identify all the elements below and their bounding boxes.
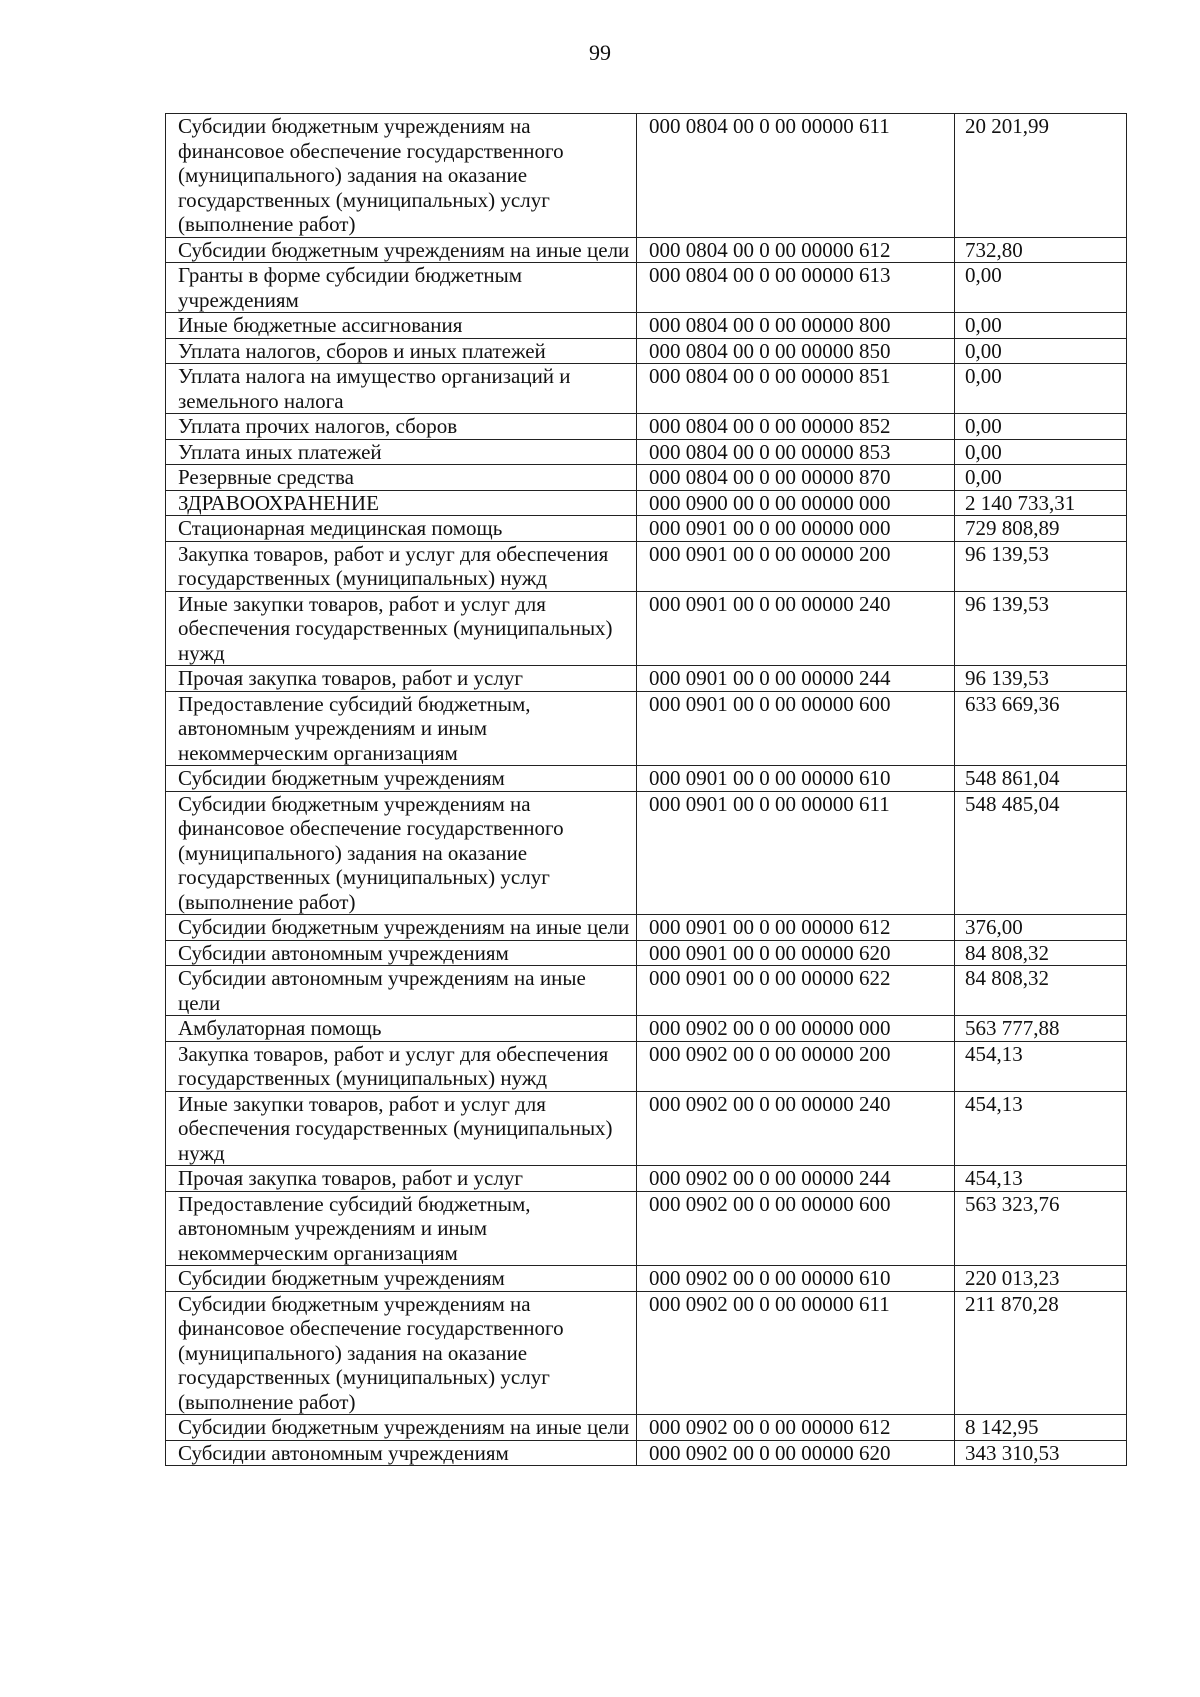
expense-name-cell: ЗДРАВООХРАНЕНИЕ: [166, 490, 637, 516]
expense-name-cell: Прочая закупка товаров, работ и услуг: [166, 666, 637, 692]
expense-name-cell: Гранты в форме субсидии бюджетным учреждениям: [166, 263, 637, 313]
amount-cell: 0,00: [955, 414, 1127, 440]
budget-code-cell: 000 0901 00 0 00 00000 622: [637, 966, 955, 1016]
table-row: [166, 1091, 1127, 1166]
expense-name-cell: Субсидии бюджетным учреждениям на иные цели: [166, 1415, 637, 1441]
amount-cell: 548 485,04: [955, 791, 1127, 915]
table-row: [166, 1166, 1127, 1192]
budget-code-cell: 000 0902 00 0 00 00000 244: [637, 1166, 955, 1192]
budget-code-cell: 000 0902 00 0 00 00000 610: [637, 1266, 955, 1292]
budget-code-cell: 000 0902 00 0 00 00000 240: [637, 1091, 955, 1166]
expense-name-cell: Уплата иных платежей: [166, 439, 637, 465]
budget-code-cell: 000 0804 00 0 00 00000 850: [637, 338, 955, 364]
budget-code-cell: 000 0804 00 0 00 00000 851: [637, 364, 955, 414]
expense-name-cell: Предоставление субсидий бюджетным, автономным учреждениям и иным некоммерческим организациям: [166, 1191, 637, 1266]
amount-cell: 211 870,28: [955, 1291, 1127, 1415]
table-row: [166, 114, 1127, 238]
amount-cell: 2 140 733,31: [955, 490, 1127, 516]
table-row: [166, 915, 1127, 941]
budget-code-cell: 000 0902 00 0 00 00000 200: [637, 1041, 955, 1091]
table-row: [166, 1266, 1127, 1292]
budget-code-cell: 000 0901 00 0 00 00000 240: [637, 591, 955, 666]
budget-code-cell: 000 0901 00 0 00 00000 611: [637, 791, 955, 915]
table-row: [166, 414, 1127, 440]
expense-name-cell: Амбулаторная помощь: [166, 1016, 637, 1042]
table-row: [166, 766, 1127, 792]
amount-cell: 343 310,53: [955, 1440, 1127, 1466]
expense-name-cell: Резервные средства: [166, 465, 637, 491]
amount-cell: 0,00: [955, 313, 1127, 339]
expense-name-cell: Уплата прочих налогов, сборов: [166, 414, 637, 440]
table-row: [166, 313, 1127, 339]
amount-cell: 454,13: [955, 1091, 1127, 1166]
table-row: [166, 465, 1127, 491]
expense-name-cell: Стационарная медицинская помощь: [166, 516, 637, 542]
budget-code-cell: 000 0900 00 0 00 00000 000: [637, 490, 955, 516]
expense-name-cell: Субсидии бюджетным учреждениям на иные цели: [166, 915, 637, 941]
amount-cell: 0,00: [955, 263, 1127, 313]
amount-cell: 96 139,53: [955, 666, 1127, 692]
table-row: [166, 237, 1127, 263]
expense-name-cell: Иные закупки товаров, работ и услуг для обеспечения государственных (муниципальных) нужд: [166, 1091, 637, 1166]
table-row: [166, 1041, 1127, 1091]
amount-cell: 20 201,99: [955, 114, 1127, 238]
budget-code-cell: 000 0901 00 0 00 00000 620: [637, 940, 955, 966]
expense-name-cell: Субсидии автономным учреждениям на иные цели: [166, 966, 637, 1016]
expense-name-cell: Субсидии бюджетным учреждениям: [166, 1266, 637, 1292]
expense-name-cell: Субсидии бюджетным учреждениям на финансовое обеспечение государственного (муниципального) задания на оказание государственных (муниципальных) услуг (выполнение работ): [166, 791, 637, 915]
budget-code-cell: 000 0902 00 0 00 00000 611: [637, 1291, 955, 1415]
amount-cell: 0,00: [955, 465, 1127, 491]
budget-code-cell: 000 0901 00 0 00 00000 244: [637, 666, 955, 692]
budget-code-cell: 000 0901 00 0 00 00000 612: [637, 915, 955, 941]
budget-code-cell: 000 0902 00 0 00 00000 600: [637, 1191, 955, 1266]
budget-code-cell: 000 0804 00 0 00 00000 800: [637, 313, 955, 339]
amount-cell: 0,00: [955, 364, 1127, 414]
table-row: [166, 966, 1127, 1016]
amount-cell: 96 139,53: [955, 591, 1127, 666]
table-row: [166, 516, 1127, 542]
amount-cell: 732,80: [955, 237, 1127, 263]
table-row: [166, 1016, 1127, 1042]
budget-code-cell: 000 0902 00 0 00 00000 612: [637, 1415, 955, 1441]
table-row: [166, 1291, 1127, 1415]
budget-table-body: [166, 114, 1127, 1466]
budget-code-cell: 000 0804 00 0 00 00000 612: [637, 237, 955, 263]
table-row: [166, 1415, 1127, 1441]
expense-name-cell: Предоставление субсидий бюджетным, автономным учреждениям и иным некоммерческим организациям: [166, 691, 637, 766]
table-row: [166, 439, 1127, 465]
expense-name-cell: Закупка товаров, работ и услуг для обеспечения государственных (муниципальных) нужд: [166, 541, 637, 591]
table-row: [166, 541, 1127, 591]
amount-cell: 729 808,89: [955, 516, 1127, 542]
page-number: 99: [589, 40, 611, 65]
expense-name-cell: Субсидии бюджетным учреждениям на финансовое обеспечение государственного (муниципального) задания на оказание государственных (муниципальных) услуг (выполнение работ): [166, 114, 637, 238]
amount-cell: 563 323,76: [955, 1191, 1127, 1266]
amount-cell: 84 808,32: [955, 940, 1127, 966]
budget-code-cell: 000 0804 00 0 00 00000 611: [637, 114, 955, 238]
budget-code-cell: 000 0804 00 0 00 00000 853: [637, 439, 955, 465]
table-row: [166, 1191, 1127, 1266]
table-row: [166, 263, 1127, 313]
table-row: [166, 1440, 1127, 1466]
expense-name-cell: Закупка товаров, работ и услуг для обеспечения государственных (муниципальных) нужд: [166, 1041, 637, 1091]
table-row: [166, 364, 1127, 414]
table-row: [166, 791, 1127, 915]
expense-name-cell: Иные бюджетные ассигнования: [166, 313, 637, 339]
table-row: [166, 666, 1127, 692]
budget-code-cell: 000 0804 00 0 00 00000 870: [637, 465, 955, 491]
budget-code-cell: 000 0804 00 0 00 00000 613: [637, 263, 955, 313]
budget-code-cell: 000 0901 00 0 00 00000 200: [637, 541, 955, 591]
amount-cell: 84 808,32: [955, 966, 1127, 1016]
amount-cell: 220 013,23: [955, 1266, 1127, 1292]
budget-code-cell: 000 0902 00 0 00 00000 620: [637, 1440, 955, 1466]
budget-table: [165, 113, 1127, 1466]
expense-name-cell: Субсидии бюджетным учреждениям на иные цели: [166, 237, 637, 263]
amount-cell: 0,00: [955, 439, 1127, 465]
expense-name-cell: Прочая закупка товаров, работ и услуг: [166, 1166, 637, 1192]
amount-cell: 454,13: [955, 1041, 1127, 1091]
amount-cell: 633 669,36: [955, 691, 1127, 766]
budget-code-cell: 000 0901 00 0 00 00000 000: [637, 516, 955, 542]
table-row: [166, 591, 1127, 666]
amount-cell: 8 142,95: [955, 1415, 1127, 1441]
table-row: [166, 691, 1127, 766]
budget-code-cell: 000 0901 00 0 00 00000 600: [637, 691, 955, 766]
expense-name-cell: Иные закупки товаров, работ и услуг для обеспечения государственных (муниципальных) нужд: [166, 591, 637, 666]
amount-cell: 563 777,88: [955, 1016, 1127, 1042]
expense-name-cell: Субсидии бюджетным учреждениям на финансовое обеспечение государственного (муниципального) задания на оказание государственных (муниципальных) услуг (выполнение работ): [166, 1291, 637, 1415]
expense-name-cell: Уплата налога на имущество организаций и земельного налога: [166, 364, 637, 414]
expense-name-cell: Субсидии автономным учреждениям: [166, 940, 637, 966]
amount-cell: 0,00: [955, 338, 1127, 364]
budget-code-cell: 000 0901 00 0 00 00000 610: [637, 766, 955, 792]
amount-cell: 548 861,04: [955, 766, 1127, 792]
table-row: [166, 338, 1127, 364]
expense-name-cell: Уплата налогов, сборов и иных платежей: [166, 338, 637, 364]
table-row: [166, 490, 1127, 516]
expense-name-cell: Субсидии бюджетным учреждениям: [166, 766, 637, 792]
amount-cell: 96 139,53: [955, 541, 1127, 591]
budget-code-cell: 000 0804 00 0 00 00000 852: [637, 414, 955, 440]
expense-name-cell: Субсидии автономным учреждениям: [166, 1440, 637, 1466]
table-row: [166, 940, 1127, 966]
amount-cell: 454,13: [955, 1166, 1127, 1192]
budget-code-cell: 000 0902 00 0 00 00000 000: [637, 1016, 955, 1042]
amount-cell: 376,00: [955, 915, 1127, 941]
